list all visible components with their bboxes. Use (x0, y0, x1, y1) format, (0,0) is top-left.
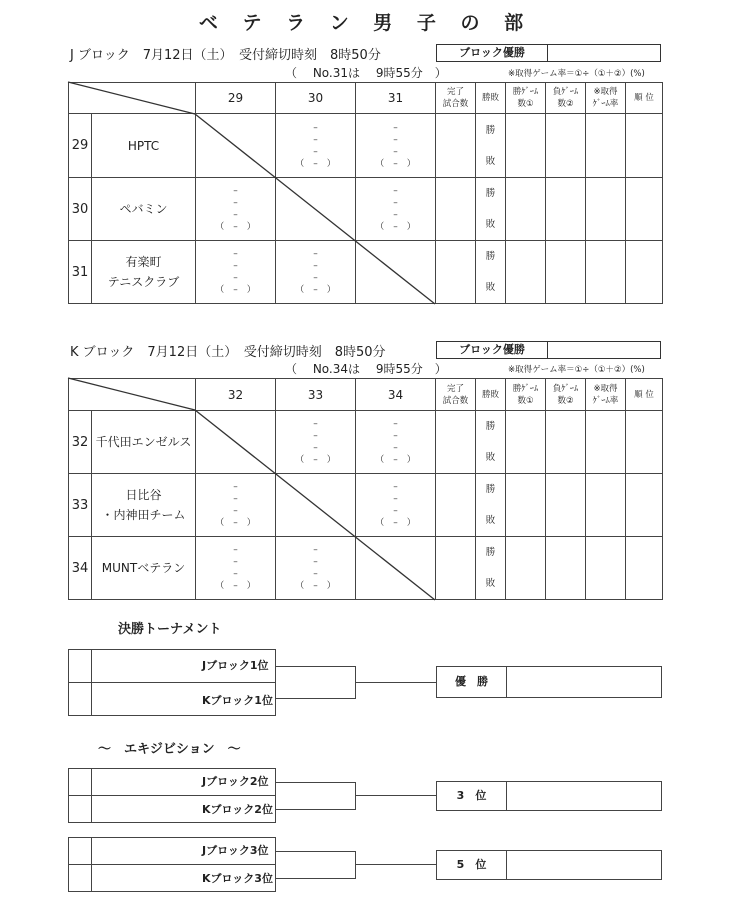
bracket-line (355, 782, 356, 810)
team-name: ペバミン (92, 178, 196, 241)
calc-note-k: ※取得ゲーム率＝①÷（①＋②）(%) (508, 365, 645, 375)
col-header-games-won: 勝ｹﾞｰﾑ 数① (506, 379, 546, 411)
team-number: 33 (69, 474, 92, 537)
block-winner-label: ブロック優勝 (437, 45, 548, 61)
third-place-label: 3 位 (437, 782, 507, 810)
win-loss-cell: 勝 敗 (476, 178, 506, 241)
score-cell[interactable]: – – – （ – ） (196, 537, 276, 600)
bracket-line (355, 864, 436, 865)
team-name: 千代田エンゼルス (92, 411, 196, 474)
team-name: 有楽町 テニスクラブ (92, 241, 196, 304)
third-place-box[interactable] (436, 781, 662, 811)
bracket-line (355, 851, 356, 879)
col-header-team: 31 (356, 83, 436, 114)
block-winner-label: ブロック優勝 (437, 342, 548, 358)
block-note-j: （ No.31は 9時55分 ） (285, 66, 447, 80)
fifth-place-box[interactable] (436, 850, 662, 880)
score-cell[interactable]: – – – （ – ） (356, 474, 436, 537)
bracket-line (276, 809, 356, 810)
col-header-team: 33 (276, 379, 356, 411)
block-heading-k: K ブロック 7月12日（土） 受付締切時刻 8時50分 (70, 345, 386, 360)
col-header-team: 32 (196, 379, 276, 411)
block-note-k: （ No.34は 9時55分 ） (285, 362, 447, 376)
bracket-line (276, 782, 356, 783)
score-cell[interactable]: – – – （ – ） (356, 411, 436, 474)
score-cell[interactable]: – – – （ – ） (356, 114, 436, 178)
bracket-label-top: Jブロック3位 (202, 844, 269, 857)
win-loss-cell: 勝 敗 (476, 241, 506, 304)
bracket-label-bottom: Kブロック3位 (202, 872, 273, 885)
team-number: 31 (69, 241, 92, 304)
score-cell[interactable]: – – – （ – ） (196, 474, 276, 537)
col-header-matches-done: 完了 試合数 (436, 83, 476, 114)
slot-divider (91, 769, 92, 795)
col-header-games-lost: 負ｹﾞｰﾑ 数② (546, 83, 586, 114)
bracket-line (355, 682, 436, 683)
score-cell[interactable]: – – – （ – ） (276, 537, 356, 600)
bracket-line (276, 666, 356, 667)
col-header-game-rate: ※取得 ｹﾞｰﾑ率 (586, 379, 626, 411)
col-header-matches-done: 完了 試合数 (436, 379, 476, 411)
col-header-game-rate: ※取得 ｹﾞｰﾑ率 (586, 83, 626, 114)
corner-diagonal-line (68, 378, 195, 410)
bracket-line (276, 851, 356, 852)
bracket-label-top: Jブロック1位 (202, 659, 269, 672)
score-cell[interactable]: – – – （ – ） (276, 114, 356, 178)
team-name: HPTC (92, 114, 196, 178)
col-header-games-won: 勝ｹﾞｰﾑ 数① (506, 83, 546, 114)
slot-divider (91, 650, 92, 682)
col-header-rank: 順 位 (626, 83, 663, 114)
win-loss-cell: 勝 敗 (476, 411, 506, 474)
score-cell[interactable]: – – – （ – ） (356, 178, 436, 241)
slot-divider (91, 796, 92, 822)
col-header-team: 29 (196, 83, 276, 114)
block-diagonal-line (195, 410, 435, 600)
block-heading-j: J ブロック 7月12日（土） 受付締切時刻 8時50分 (70, 48, 381, 63)
col-header-team: 34 (356, 379, 436, 411)
bracket-line (355, 795, 436, 796)
team-name: MUNTベテラン (92, 537, 196, 600)
slot-divider (91, 865, 92, 891)
win-loss-cell: 勝 敗 (476, 114, 506, 178)
col-header-games-lost: 負ｹﾞｰﾑ 数② (546, 379, 586, 411)
score-cell[interactable]: – – – （ – ） (196, 241, 276, 304)
win-loss-cell: 勝 敗 (476, 474, 506, 537)
score-cell[interactable]: – – – （ – ） (276, 241, 356, 304)
bracket-label-bottom: Kブロック2位 (202, 803, 273, 816)
score-cell[interactable]: – – – （ – ） (276, 411, 356, 474)
team-number: 30 (69, 178, 92, 241)
bracket-label-bottom: Kブロック1位 (202, 694, 273, 707)
win-loss-cell: 勝 敗 (476, 537, 506, 600)
col-header-win-loss: 勝敗 (476, 379, 506, 411)
page-title: ベ テ ラ ン 男 子 の 部 (198, 12, 533, 34)
slot-divider (91, 683, 92, 715)
team-number: 34 (69, 537, 92, 600)
calc-note-j: ※取得ゲーム率＝①÷（①＋②）(%) (508, 69, 645, 79)
score-cell[interactable]: – – – （ – ） (196, 178, 276, 241)
champion-label: 優 勝 (437, 667, 507, 697)
col-header-win-loss: 勝敗 (476, 83, 506, 114)
champion-box[interactable] (436, 666, 662, 698)
bracket-line (276, 878, 356, 879)
col-header-team: 30 (276, 83, 356, 114)
col-header-rank: 順 位 (626, 379, 663, 411)
final-tournament-heading: 決勝トーナメント (118, 622, 222, 637)
team-number: 29 (69, 114, 92, 178)
slot-divider (91, 838, 92, 864)
exhibition-heading: ～ エキジビション ～ (98, 742, 241, 757)
fifth-place-label: 5 位 (437, 851, 507, 879)
bracket-line (276, 698, 356, 699)
bracket-label-top: Jブロック2位 (202, 775, 269, 788)
team-number: 32 (69, 411, 92, 474)
team-name: 日比谷 ・内神田チーム (92, 474, 196, 537)
